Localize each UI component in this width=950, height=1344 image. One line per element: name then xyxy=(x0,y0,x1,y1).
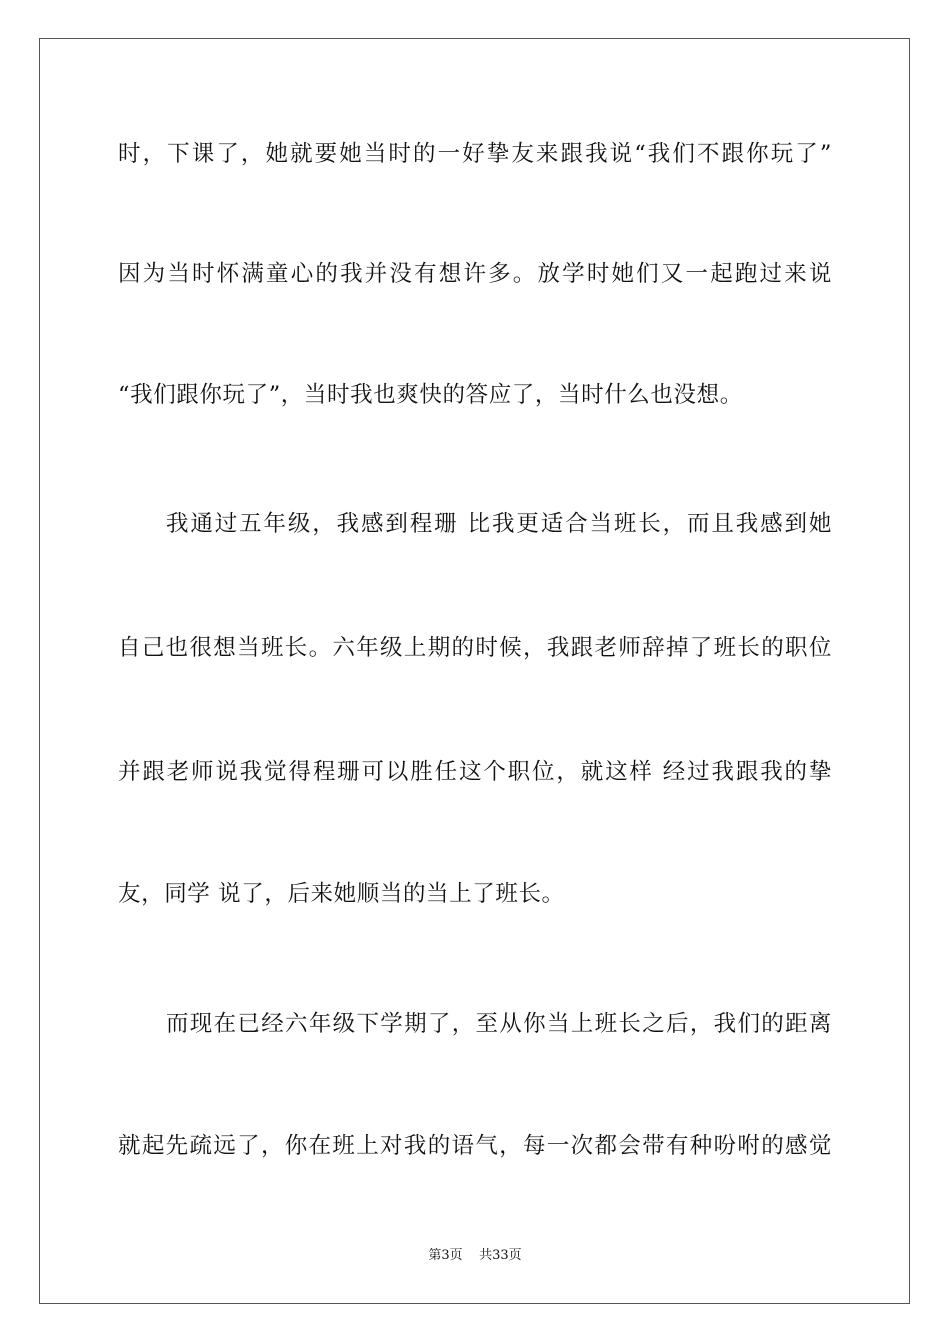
text-line: 因为当时怀满童心的我并没有想许多。放学时她们又一起跑过来说 xyxy=(118,261,832,287)
text-line: 友，同学 说了，后来她顺当的当上了班长。 xyxy=(118,881,565,907)
text-line: 时，下课了，她就要她当时的一好挚友来跟我说“我们不跟你玩了” xyxy=(118,141,832,167)
page-total: 共33页 xyxy=(479,1248,522,1263)
text-line: “我们跟你玩了”，当时我也爽快的答应了，当时什么也没想。 xyxy=(118,382,743,408)
page-number: 第3页 xyxy=(428,1248,463,1263)
page-border xyxy=(39,38,910,1304)
text-line: 就起先疏远了，你在班上对我的语气，每一次都会带有种吩咐的感觉 xyxy=(118,1133,832,1159)
text-line: 并跟老师说我觉得程珊可以胜任这个职位，就这样 经过我跟我的挚 xyxy=(118,759,832,785)
text-line: 自己也很想当班长。六年级上期的时候，我跟老师辞掉了班长的职位 xyxy=(118,635,832,661)
page-footer xyxy=(0,1247,950,1265)
text-line: 而现在已经六年级下学期了，至从你当上班长之后，我们的距离 xyxy=(166,1011,832,1037)
text-line: 我通过五年级，我感到程珊 比我更适合当班长，而且我感到她 xyxy=(166,511,832,537)
